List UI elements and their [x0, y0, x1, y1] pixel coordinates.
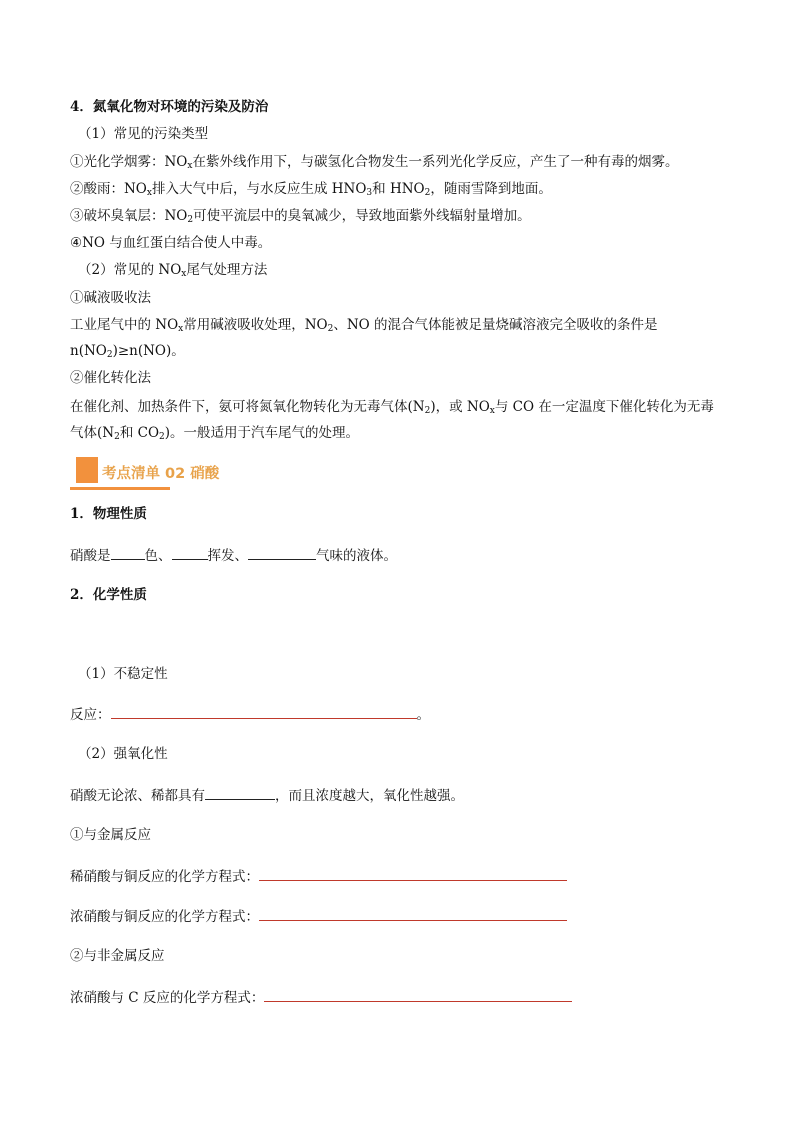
section-title: 考点清单 02 硝酸 [102, 466, 220, 482]
method-alkali-condition: $n(NO_2)\ge n(NO)$。 [70, 343, 185, 360]
concentrated-carbon-line: 浓硝酸与 C 反应的化学方程式： [70, 988, 572, 1007]
item-hemoglobin: ④NO 与血红蛋白结合使人中毒。 [70, 235, 272, 251]
method-catalytic-text-cont: 气体($N_2$和 $CO_2$)。一般适用于汽车尾气的处理。 [70, 425, 360, 442]
dilute-copper-line: 稀硝酸与铜反应的化学方程式： [70, 867, 567, 886]
blank-oxidizing[interactable] [205, 786, 275, 800]
blank-carbon-equation[interactable] [264, 988, 572, 1002]
item-acid-rain: ②酸雨：$NO_x$排入大气中后，与水反应生成 $HNO_3$和 $HNO_2$，随雨雪降到地面。 [70, 181, 552, 198]
blank-color[interactable] [111, 546, 145, 560]
physical-properties-line: 硝酸是 色、 挥发、 气味的液体。 [70, 548, 397, 564]
oxidizing-line: 硝酸无论浓、稀都具有 ，而且浓度越大，氧化性越强。 [70, 788, 464, 804]
section-marker-icon [76, 457, 98, 483]
heading-physical-properties: 1．物理性质 [70, 506, 147, 522]
item-ozone-depletion: ③破坏臭氧层：$NO_2$可使平流层中的臭氧减少，导致地面紫外线辐射量增加。 [70, 208, 531, 225]
subheading-pollution-types: （1）常见的污染类型 [78, 126, 209, 142]
section-underline [70, 487, 170, 490]
method-alkali-title: ①碱液吸收法 [70, 290, 151, 306]
blank-odor[interactable] [248, 546, 316, 560]
nonmetal-reaction-title: ②与非金属反应 [70, 948, 165, 964]
method-catalytic-text: 在催化剂、加热条件下，氨可将氮氧化物转化为无毒气体$(N_2)$，或 $NO_x$与 CO 在一定温度下催化转化为无毒 [70, 399, 714, 416]
subheading-instability: （1）不稳定性 [78, 666, 168, 682]
method-catalytic-title: ②催化转化法 [70, 370, 151, 386]
blank-volatility[interactable] [172, 546, 208, 560]
subheading-treatment-methods: （2）常见的 $NO_x$尾气处理方法 [78, 262, 268, 279]
subheading-strong-oxidizing: （2）强氧化性 [78, 746, 168, 762]
section-header [70, 453, 220, 493]
blank-concentrated-copper-equation[interactable] [259, 907, 567, 921]
blank-dilute-copper-equation[interactable] [259, 867, 567, 881]
decomposition-reaction-line: 反应： 。 [70, 707, 430, 723]
metal-reaction-title: ①与金属反应 [70, 827, 151, 843]
heading-chemical-properties: 2．化学性质 [70, 587, 147, 603]
heading-nox-pollution: 4．氮氧化物对环境的污染及防治 [70, 99, 269, 115]
method-alkali-text: 工业尾气中的 $NO_x$常用碱液吸收处理，$NO_2$、NO 的混合气体能被足量烧碱溶液完全吸收的条件是 [70, 317, 658, 334]
concentrated-copper-line: 浓硝酸与铜反应的化学方程式： [70, 907, 567, 926]
item-photochemical-smog: ①光化学烟雾：$NO_x$在紫外线作用下，与碳氢化合物发生一系列光化学反应，产生了一种有毒的烟雾。 [70, 154, 679, 171]
blank-decomposition-reaction[interactable] [111, 705, 417, 719]
